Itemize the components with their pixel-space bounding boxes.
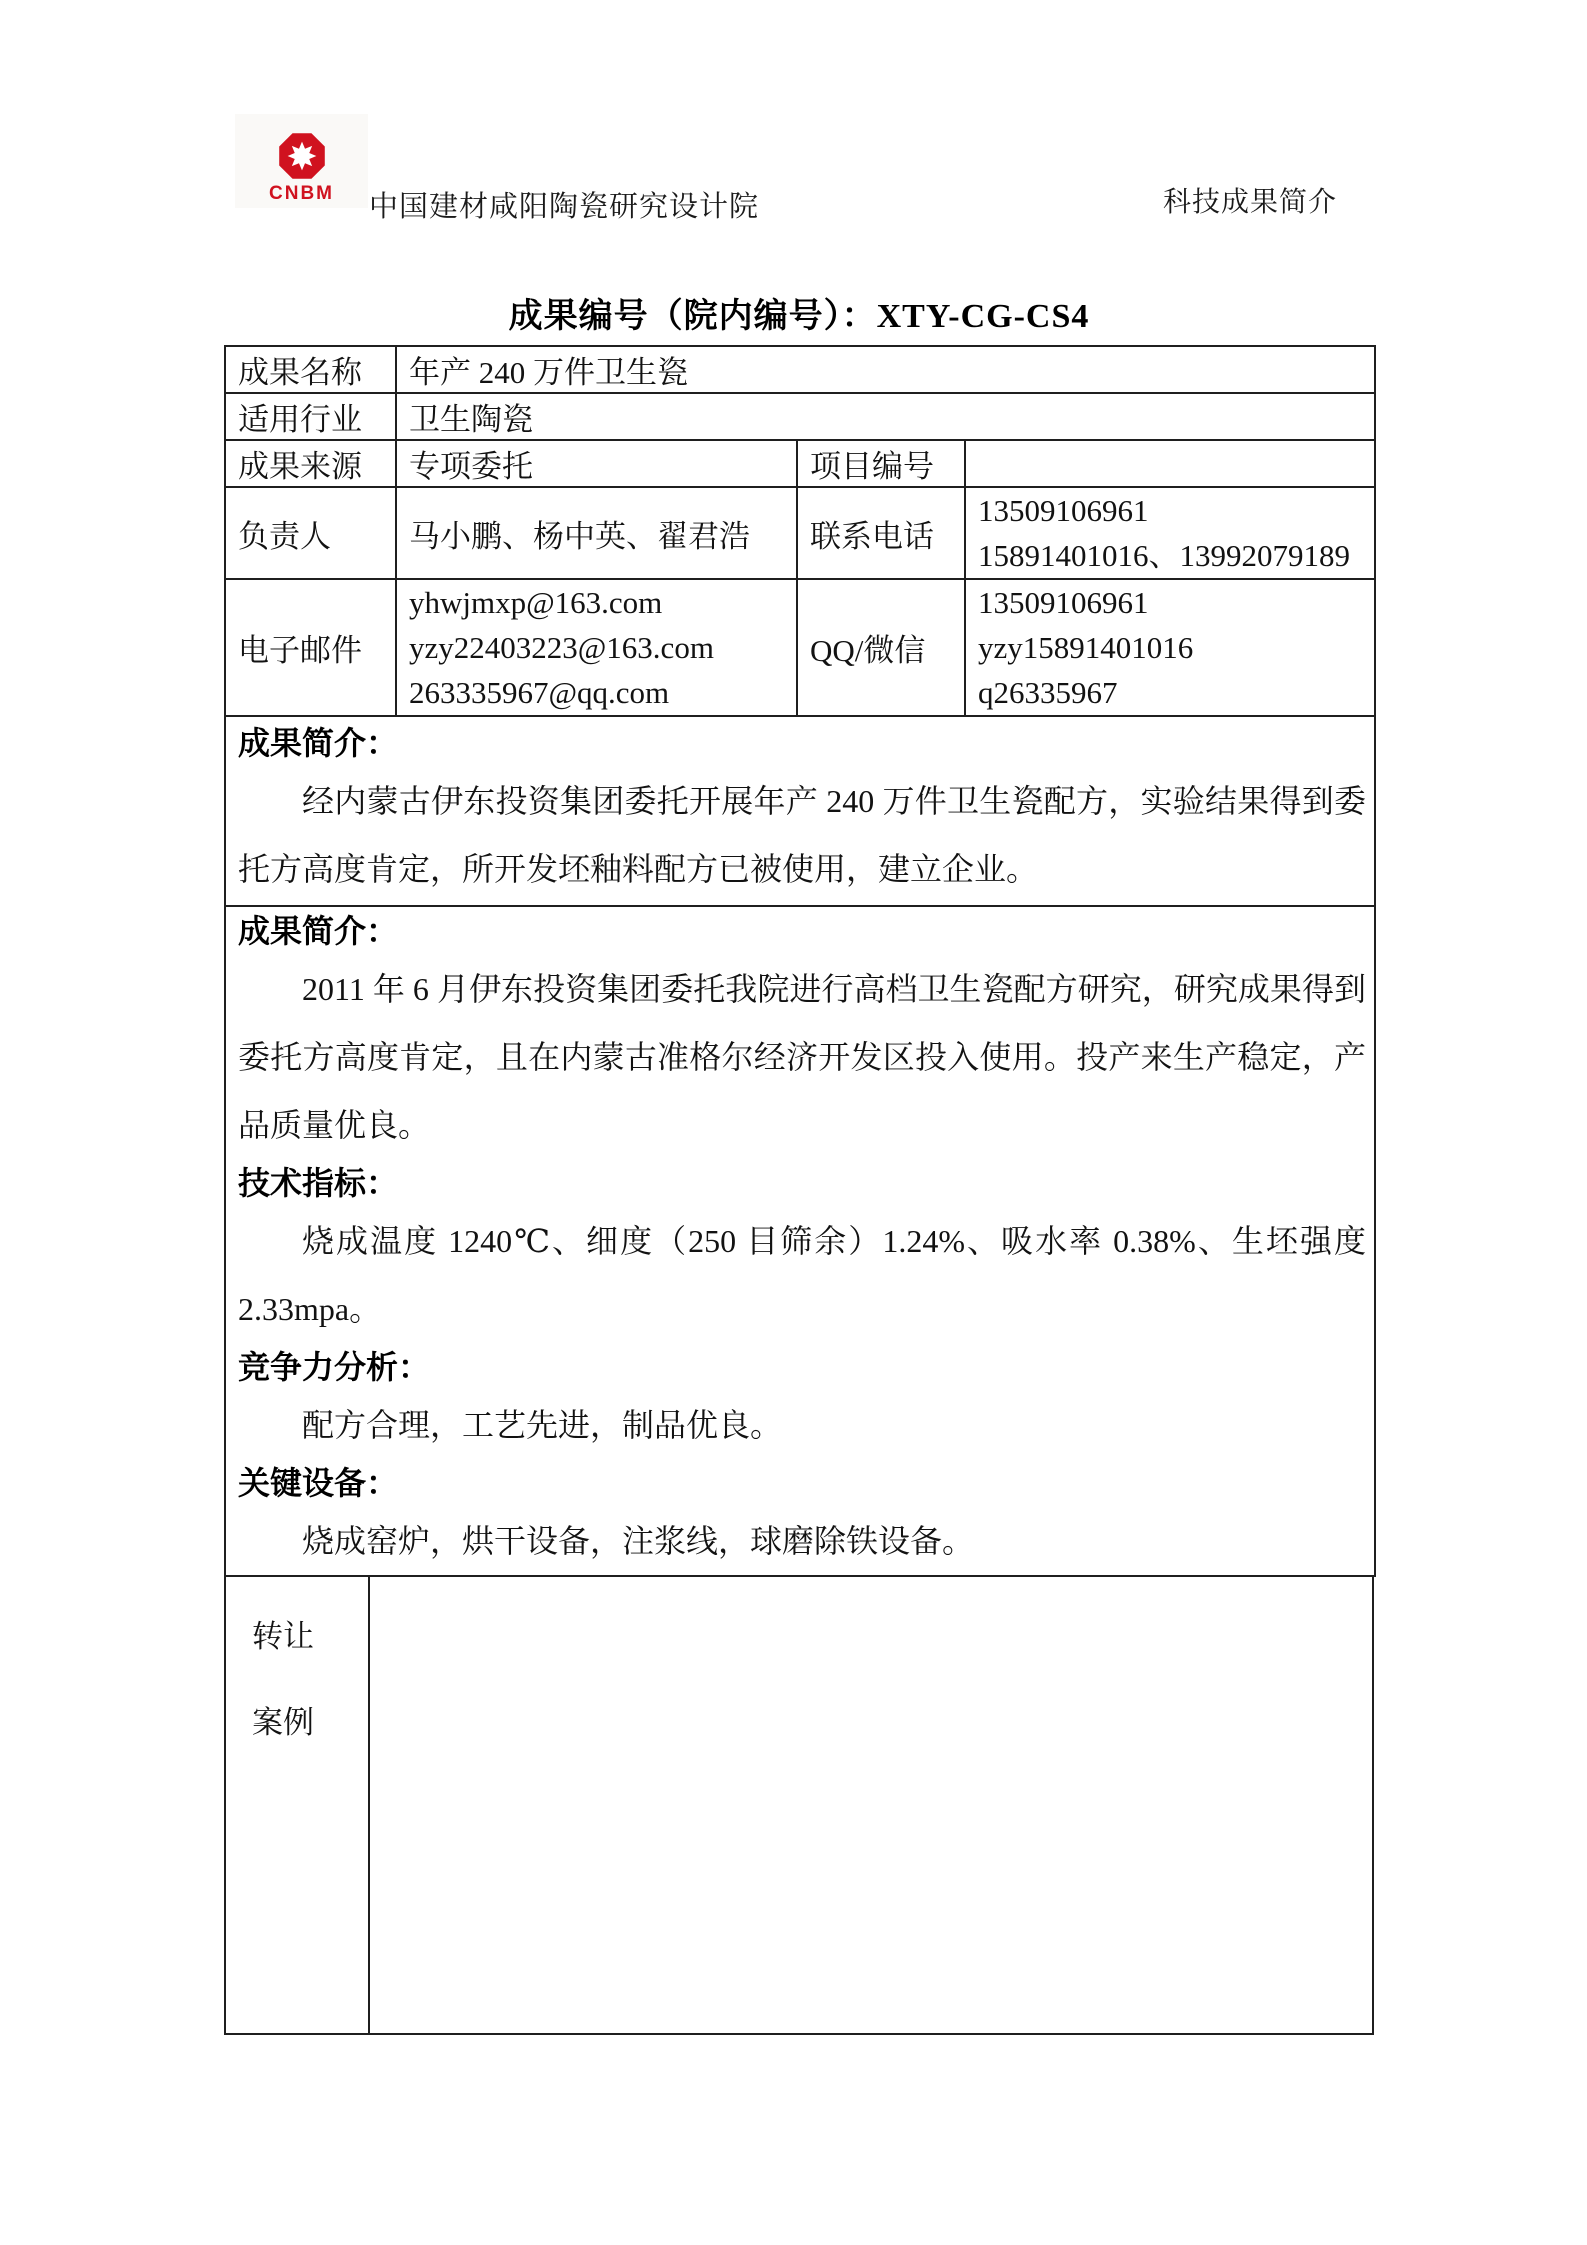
- table-row-email: [225, 579, 1375, 716]
- summary1-body: 经内蒙古伊东投资集团委托开展年产 240 万件卫生瓷配方，实验结果得到委托方高度肯定，所开发坯釉料配方已被使用，建立企业。: [238, 783, 1367, 887]
- table-row-details: [225, 906, 1375, 1576]
- qq-line: q26335967: [978, 675, 1118, 710]
- email-label: 电子邮件: [225, 579, 396, 716]
- cnbm-octagon-icon: [270, 130, 334, 182]
- qq-lines: [978, 580, 1366, 715]
- transfer-label-line: 转让: [252, 1619, 314, 1654]
- table-row-industry: [225, 393, 1375, 440]
- leader-value: 马小鹏、杨中英、翟君浩: [396, 487, 797, 579]
- table-row-leader: [225, 487, 1375, 579]
- transfer-label-line: 案例: [252, 1705, 314, 1740]
- transfer-case-content: [370, 1577, 1372, 2033]
- summary2-body: 2011 年 6 月伊东投资集团委托我院进行高档卫生瓷配方研究，研究成果得到委托方高度肯定，且在内蒙古准格尔经济开发区投入使用。投产来生产稳定，产品质量优良。: [238, 971, 1367, 1143]
- phone-value: [965, 487, 1375, 579]
- industry-label: 适用行业: [225, 393, 396, 440]
- result-name-label: 成果名称: [225, 346, 396, 393]
- table-row-result-name: [225, 346, 1375, 393]
- tech-body: 烧成温度 1240℃、细度（250 目筛余）1.24%、吸水率 0.38%、生坯强度 2.33mpa。: [238, 1223, 1367, 1327]
- table-row-source: [225, 440, 1375, 487]
- transfer-case-label: [226, 1577, 370, 2033]
- document-type-label: 科技成果简介: [1163, 186, 1338, 217]
- source-value: 专项委托: [396, 440, 797, 487]
- competitive-body: 配方合理，工艺先进，制品优良。: [302, 1407, 783, 1443]
- summary1-cell: [225, 716, 1375, 906]
- qq-value: [965, 579, 1375, 716]
- phone-lines: [978, 488, 1366, 578]
- tech-heading: 技术指标：: [238, 1165, 399, 1201]
- result-name-value: 年产 240 万件卫生瓷: [396, 346, 1375, 393]
- info-table: [224, 345, 1376, 1577]
- phone-line: 13509106961: [978, 493, 1149, 528]
- cnbm-logo-text: CNBM: [269, 183, 334, 204]
- email-value: [396, 579, 797, 716]
- transfer-case-row: [224, 1575, 1374, 2035]
- competitive-heading: 竞争力分析：: [238, 1349, 431, 1385]
- equipment-heading: 关键设备：: [238, 1465, 399, 1501]
- table-row-summary1: [225, 716, 1375, 906]
- email-line: 263335967@qq.com: [409, 675, 670, 710]
- email-line: yzy22403223@163.com: [409, 630, 714, 665]
- leader-label: 负责人: [225, 487, 396, 579]
- equipment-body: 烧成窑炉，烘干设备，注浆线，球磨除铁设备。: [302, 1523, 975, 1559]
- project-no-value: [965, 440, 1375, 487]
- cnbm-logo: [235, 114, 368, 208]
- summary1-heading: 成果简介：: [238, 725, 399, 761]
- institute-name: 中国建材咸阳陶瓷研究设计院: [369, 191, 760, 223]
- summary2-heading: 成果简介：: [238, 913, 399, 949]
- industry-value: 卫生陶瓷: [396, 393, 1375, 440]
- page-title: 成果编号（院内编号）：XTY-CG-CS4: [508, 298, 1090, 335]
- phone-line: 15891401016、13992079189: [978, 538, 1350, 573]
- email-line: yhwjmxp@163.com: [409, 585, 663, 620]
- qq-label: QQ/微信: [797, 579, 965, 716]
- project-no-label: 项目编号: [797, 440, 965, 487]
- email-lines: [409, 580, 788, 715]
- qq-line: yzy15891401016: [978, 630, 1194, 665]
- achievement-sheet: [224, 345, 1374, 2035]
- qq-line: 13509106961: [978, 585, 1149, 620]
- phone-label: 联系电话: [797, 487, 965, 579]
- source-label: 成果来源: [225, 440, 396, 487]
- details-cell: [225, 906, 1375, 1576]
